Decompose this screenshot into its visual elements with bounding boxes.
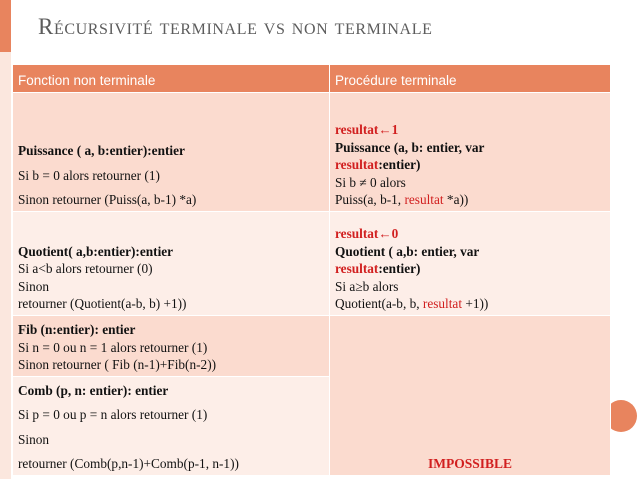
fib-signature: Fib (n:entier): entier <box>18 322 136 338</box>
puissance-var-type: :entier) <box>378 157 421 173</box>
cell-quotient-terminal <box>330 212 611 316</box>
puissance-call-start: Puiss(a, b-1, <box>335 192 405 208</box>
quotient-recursive-case: retourner (Quotient(a-b, b) +1)) <box>18 296 187 312</box>
table-header-row <box>13 65 611 93</box>
comb-base-case: Si p = 0 ou p = n alors retourner (1) <box>18 407 208 423</box>
table-row-puissance <box>13 93 611 212</box>
cell-fib-non-terminal <box>13 316 330 377</box>
quotient-init: resultat←0 <box>335 226 399 242</box>
puissance-term-signature: Puissance (a, b: entier, var <box>335 139 485 155</box>
puissance-call-resultat: resultat <box>404 192 444 208</box>
puissance-recursive-case: Sinon retourner (Puiss(a, b-1) *a) <box>18 192 197 208</box>
comb-recursive-case: retourner (Comb(p,n-1)+Comb(p-1, n-1)) <box>18 456 239 472</box>
header-terminal: Procédure terminale <box>330 65 611 93</box>
puissance-call-end: *a)) <box>443 192 469 208</box>
left-decor-bar <box>0 0 11 479</box>
puissance-signature: Puissance ( a, b:entier):entier <box>18 143 185 159</box>
comparison-table <box>12 64 611 476</box>
fib-base-case: Si n = 0 ou n = 1 alors retourner (1) <box>18 339 208 355</box>
puissance-term-condition: Si b ≠ 0 alors <box>335 174 406 190</box>
quotient-signature: Quotient( a,b:entier):entier <box>18 243 174 259</box>
cell-puissance-terminal <box>330 93 611 212</box>
table-row-fib <box>13 316 611 377</box>
cell-quotient-non-terminal <box>13 212 330 316</box>
puissance-base-case: Si b = 0 alors retourner (1) <box>18 167 160 183</box>
quotient-term-signature: Quotient ( a,b: entier, var <box>335 243 480 259</box>
comb-sinon: Sinon <box>18 431 50 447</box>
quotient-call-end: +1)) <box>462 296 489 312</box>
header-non-terminal: Fonction non terminale <box>13 65 330 93</box>
quotient-call-start: Quotient(a-b, b, <box>335 296 423 312</box>
cell-comb-non-terminal <box>13 377 330 476</box>
cell-impossible: IMPOSSIBLE <box>330 316 611 476</box>
quotient-call-resultat: resultat <box>422 296 463 312</box>
quotient-term-condition: Si a≥b alors <box>335 278 399 294</box>
slide-title: Récursivité terminale vs non terminale <box>38 14 433 39</box>
puissance-init: resultat←1 <box>335 122 399 138</box>
fib-recursive-case: Sinon retourner ( Fib (n-1)+Fib(n-2)) <box>18 357 217 373</box>
puissance-var-resultat: resultat <box>335 157 379 173</box>
comb-signature: Comb (p, n: entier): entier <box>18 382 169 398</box>
quotient-sinon: Sinon <box>18 278 50 294</box>
table-row-quotient <box>13 212 611 316</box>
quotient-base-case: Si a<b alors retourner (0) <box>18 261 153 277</box>
quotient-var-resultat: resultat <box>335 261 379 277</box>
quotient-var-type: :entier) <box>378 261 421 277</box>
cell-puissance-non-terminal <box>13 93 330 212</box>
left-decor-accent <box>0 0 11 52</box>
